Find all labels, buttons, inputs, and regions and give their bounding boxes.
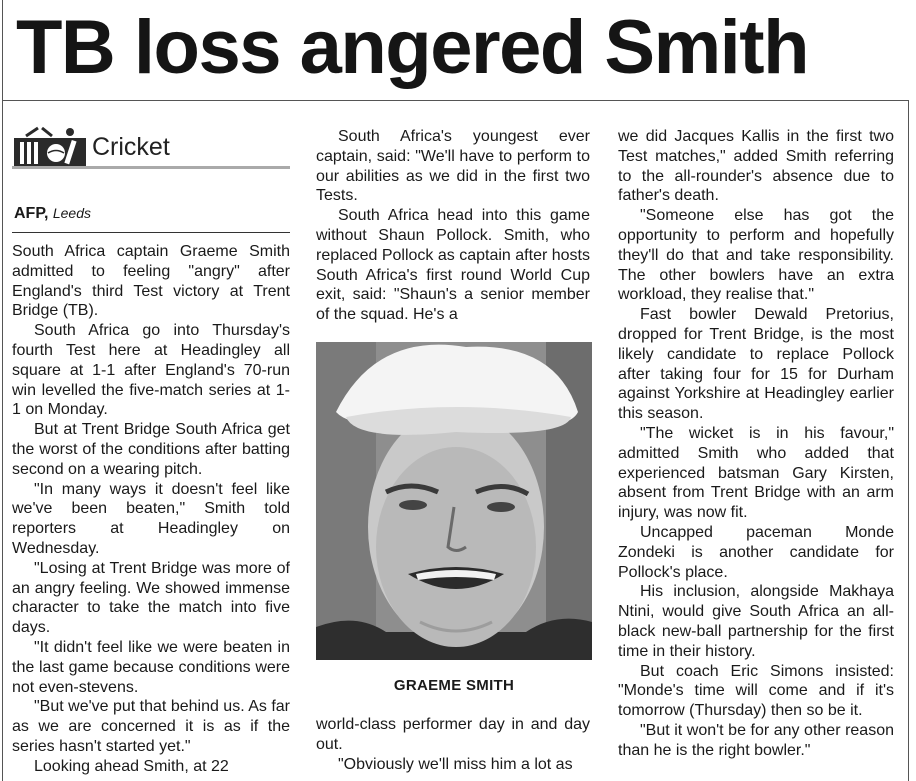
paragraph: "But it won't be for any other reason than he is the right bowler." xyxy=(618,721,894,759)
paragraph: "Someone else has got the opportunity to perform and hopefully they'll do that and take responsibility. The other bowlers have an extra workload, they realise that." xyxy=(618,207,894,304)
right-column-rule xyxy=(908,100,909,781)
byline-agency: AFP, xyxy=(14,205,49,222)
paragraph: South Africa captain Graeme Smith admitted to feeling "angry" after England's third Test victory at Trent Bridge (TB). xyxy=(12,243,290,320)
paragraph: Fast bowler Dewald Pretorius, dropped for Trent Bridge, is the most likely candidate to replace Pollock after taking four for 15 for Durham against Yorkshire at Headingley earlier this season. xyxy=(618,306,894,423)
paragraph: "The wicket is in his favour," admitted Smith who added that experienced batsman Gary Kirsten, absent from Trent Bridge with an arm injury, was now fit. xyxy=(618,424,894,522)
article-column-1 xyxy=(12,242,290,777)
paragraph: South Africa head into this game without Shaun Pollock. Smith, who replaced Pollock as captain after hosts South Africa's first round World Cup exit, said: "Shaun's a senior member of the squad. He's a xyxy=(316,207,590,324)
left-column-rule xyxy=(2,0,3,781)
byline-place: Leeds xyxy=(52,205,91,221)
article-column-2 xyxy=(316,127,590,325)
section-label: Cricket xyxy=(92,133,170,161)
paragraph: Looking ahead Smith, at 22 xyxy=(34,757,229,775)
paragraph: His inclusion, alongside Makhaya Ntini, would give South Africa an all-black new-ball partnership for the first time in their history. xyxy=(618,583,894,660)
paragraph: South Africa's youngest ever captain, said: "We'll have to perform to our abilities as we did in the first two Tests. xyxy=(316,128,590,205)
article-column-3 xyxy=(618,127,894,761)
cricket-logo-icon xyxy=(12,126,88,168)
paragraph: "In many ways it doesn't feel like we've been beaten," Smith told reporters at Headingley on Wednesday. xyxy=(12,480,290,557)
photo-caption: GRAEME SMITH xyxy=(393,677,515,694)
byline-rule xyxy=(12,232,290,233)
player-photo xyxy=(316,342,592,660)
paragraph: But coach Eric Simons insisted: "Monde's time will come and if it's tomorrow (Thursday) then so be it. xyxy=(618,662,894,720)
paragraph: we did Jacques Kallis in the first two Test matches," added Smith referring to the all-rounder's absence due to father's death. xyxy=(618,128,894,205)
headline-rule xyxy=(2,100,909,101)
paragraph: South Africa go into Thursday's fourth Test here at Headingley all square at 1-1 after England's 70-run win levelled the five-match series at 1-1 on Monday. xyxy=(12,322,290,419)
paragraph: "Obviously we'll miss him a lot as xyxy=(338,755,573,773)
paragraph: But at Trent Bridge South Africa get the worst of the conditions after batting second on a wearing pitch. xyxy=(12,421,290,478)
section-header xyxy=(12,126,290,170)
headline: TB loss angered Smith xyxy=(16,5,808,90)
paragraph: world-class performer day in and day out. xyxy=(316,716,590,753)
paragraph: Uncapped paceman Monde Zondeki is another candidate for Pollock's place. xyxy=(618,523,894,581)
paragraph: "It didn't feel like we were beaten in the last game because conditions were not even-stevens. xyxy=(12,638,290,696)
paragraph: "Losing at Trent Bridge was more of an angry feeling. We showed immense character to take the match into five days. xyxy=(12,559,290,637)
section-underline xyxy=(12,166,290,169)
byline xyxy=(14,202,91,225)
paragraph: "But we've put that behind us. As far as we are concerned it is as if the series hasn't started yet." xyxy=(12,698,290,755)
player-portrait xyxy=(316,342,592,660)
article-column-2-continued xyxy=(316,715,590,774)
